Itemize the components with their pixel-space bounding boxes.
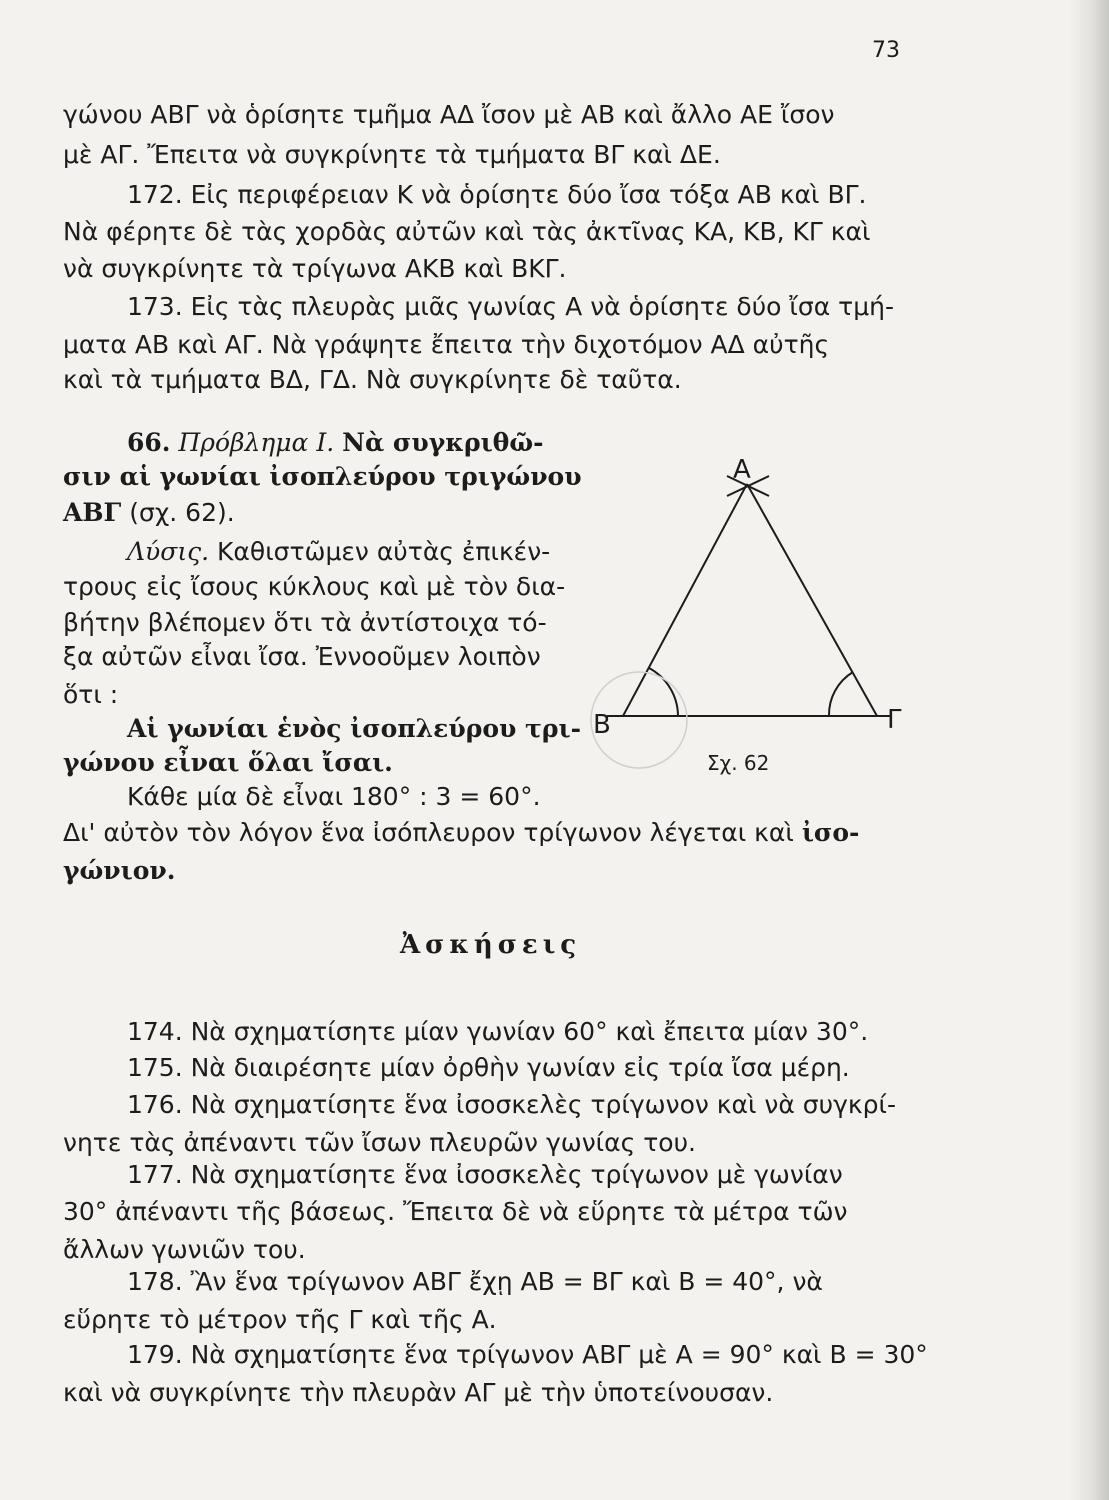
exercise-175: 175. Νὰ διαιρέσητε μίαν ὀρθὴν γωνίαν εἰς τρία ἴσα μέρη. [127, 1053, 850, 1082]
text-line: Νὰ φέρητε δὲ τὰς χορδὰς αὐτῶν καὶ τὰς ἀκτῖνας ΚΑ, ΚΒ, ΚΓ καὶ [63, 217, 871, 246]
figure-62 [585, 448, 915, 788]
theorem-line: γώνου εἶναι ὅλαι ἴσαι. [63, 748, 393, 777]
solution-line: ὅτι : [63, 680, 119, 709]
calculation-line: Κάθε μία δὲ εἶναι 180° : 3 = 60°. [127, 782, 541, 811]
figure-caption: Σχ. 62 [707, 751, 770, 775]
exercise-178-line: 178. Ἂν ἕνα τρίγωνον ΑΒΓ ἔχῃ ΑΒ = ΒΓ καὶ Β = 40°, νὰ [127, 1267, 823, 1296]
problem-number: 66. [127, 428, 171, 457]
angle-g-arc [829, 672, 853, 716]
text-line: νὰ συγκρίνητε τὰ τρίγωνα ΑΚΒ καὶ ΒΚΓ. [63, 254, 567, 283]
solution-line: ξα αὐτῶν εἶναι ἴσα. Ἐννοοῦμεν λοιπὸν [63, 642, 541, 671]
conclusion-term-end: γώνιον. [63, 856, 176, 885]
triangle-name: ΑΒΓ [63, 498, 122, 527]
solution-line: τρους εἰς ἴσους κύκλους καὶ μὲ τὸν δια- [63, 572, 566, 601]
theorem-line: Αἱ γωνίαι ἑνὸς ἰσοπλεύρου τρι- [127, 714, 581, 743]
vertex-b-label: Β [593, 710, 611, 740]
solution-text: Καθιστῶμεν αὐτὰς ἐπικέν- [217, 537, 551, 566]
conclusion-line [63, 818, 859, 848]
conclusion-text: Δι' αὐτὸν τὸν λόγον ἕνα ἰσόπλευρον τρίγωνον λέγεται καὶ [63, 818, 794, 847]
problem-title-line [127, 428, 544, 458]
text-line: μὲ ΑΓ. Ἔπειτα νὰ συγκρίνητε τὰ τμήματα ΒΓ καὶ ΔΕ. [63, 140, 721, 169]
conclusion-term: ἰσο- [801, 818, 860, 847]
exercise-173-line: 173. Εἰς τὰς πλευρὰς μιᾶς γωνίας Α νὰ ὁρίσητε δύο ἴσα τμή- [127, 292, 894, 321]
exercise-179-line: 179. Νὰ σχηματίσητε ἕνα τρίγωνον ΑΒΓ μὲ Α = 90° καὶ Β = 30° [127, 1340, 928, 1369]
exercise-172-line: 172. Εἰς περιφέρειαν Κ νὰ ὁρίσητε δύο ἴσα τόξα ΑΒ καὶ ΒΓ. [127, 180, 867, 209]
problem-title-line [63, 498, 235, 528]
text-line: καὶ τὰ τμήματα ΒΔ, ΓΔ. Νὰ συγκρίνητε δὲ ταῦτα. [63, 365, 682, 394]
problem-label: Πρόβλημα Ι. [178, 428, 335, 457]
exercise-176-line: 176. Νὰ σχηματίσητε ἕνα ἰσοσκελὲς τρίγωνον καὶ νὰ συγκρί- [127, 1090, 896, 1119]
exercise-174: 174. Νὰ σχηματίσητε μίαν γωνίαν 60° καὶ ἔπειτα μίαν 30°. [127, 1017, 869, 1046]
angle-b-arc [649, 668, 678, 716]
solution-label: Λύσις. [127, 537, 210, 566]
exercise-176-line: νητε τὰς ἀπέναντι τῶν ἴσων πλευρῶν γωνίας του. [63, 1128, 696, 1157]
text-line: ματα ΑΒ καὶ ΑΓ. Νὰ γράψητε ἔπειτα τὴν διχοτόμον ΑΔ αὐτῆς [63, 330, 830, 359]
exercise-177-line: ἄλλων γωνιῶν του. [63, 1235, 306, 1264]
problem-title-line: σιν αἱ γωνίαι ἰσοπλεύρου τριγώνου [63, 462, 582, 491]
equilateral-triangle-diagram [585, 448, 915, 788]
problem-title-part: Νὰ συγκριθῶ- [342, 428, 544, 457]
exercise-177-line: 177. Νὰ σχηματίσητε ἕνα ἰσοσκελὲς τρίγωνον μὲ γωνίαν [127, 1160, 843, 1189]
exercises-heading: Ἀσκήσεις [400, 930, 582, 960]
exercise-177-line: 30° ἀπέναντι τῆς βάσεως. Ἔπειτα δὲ νὰ εὕρητε τὰ μέτρα τῶν [63, 1197, 848, 1226]
side-ag [747, 484, 877, 716]
solution-line: βήτην βλέπομεν ὅτι τὰ ἀντίστοιχα τό- [63, 608, 547, 637]
vertex-g-label: Γ [887, 705, 902, 735]
vertex-a-label: Α [733, 455, 751, 485]
page-spine-shadow [1069, 0, 1109, 1500]
side-ab [623, 484, 747, 716]
exercise-178-line: εὕρητε τὸ μέτρον τῆς Γ καὶ τῆς Α. [63, 1305, 497, 1334]
solution-line [127, 537, 550, 567]
exercise-179-line: καὶ νὰ συγκρίνητε τὴν πλευρὰν ΑΓ μὲ τὴν ὑποτείνουσαν. [63, 1378, 774, 1407]
figure-reference: (σχ. 62). [129, 498, 235, 527]
text-line: γώνου ΑΒΓ νὰ ὁρίσητε τμῆμα ΑΔ ἴσον μὲ ΑΒ καὶ ἄλλο ΑΕ ἴσον [63, 100, 835, 129]
page-number: 73 [872, 38, 900, 63]
